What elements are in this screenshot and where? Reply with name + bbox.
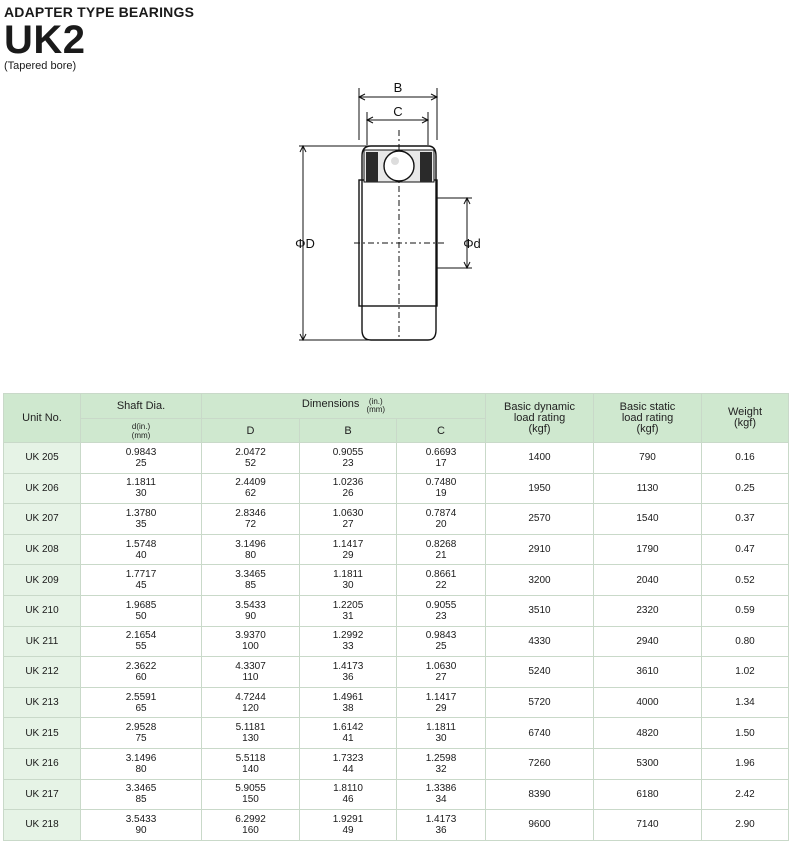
value-inch: 2.8346: [235, 507, 266, 519]
ball-and-seal-assembly: [364, 150, 434, 182]
dimension-C-cell: [397, 534, 486, 565]
dimension-D-cell: [202, 810, 300, 841]
static-load-cell: 5300: [594, 748, 702, 779]
dynamic-load-cell: 5720: [486, 687, 594, 718]
header-unit-no: Unit No.: [4, 394, 81, 443]
table-row: [4, 657, 789, 688]
dimension-B-cell: [300, 534, 397, 565]
value-inch: 3.5433: [125, 813, 157, 825]
shaft-dia-cell: [81, 473, 202, 504]
bearing-cross-section-diagram: [280, 80, 520, 350]
value-inch: 0.7874: [425, 507, 457, 519]
dimension-B-cell: [300, 810, 397, 841]
static-load-cell: 1790: [594, 534, 702, 565]
shaft-dia-cell: [81, 810, 202, 841]
static-load-cell: 3610: [594, 657, 702, 688]
weight-cell: 2.90: [702, 810, 789, 841]
value-inch: 1.1811: [126, 477, 156, 489]
value-mm: 110: [242, 671, 259, 683]
shaft-dia-cell: [81, 718, 202, 749]
shaft-dia-cell: [81, 779, 202, 810]
dimension-D-cell: [202, 748, 300, 779]
value-inch: 1.0236: [332, 477, 364, 489]
value-mm: 36: [342, 671, 354, 683]
value-inch: 2.1654: [125, 630, 157, 642]
table-row: [4, 779, 789, 810]
value-inch: 0.9055: [332, 446, 364, 458]
dimension-C-cell: [397, 595, 486, 626]
table-row: [4, 810, 789, 841]
value-inch: 1.3780: [125, 507, 157, 519]
value-mm: 19: [435, 488, 447, 500]
value-mm: 140: [242, 763, 259, 775]
value-inch: 1.7717: [125, 569, 157, 581]
value-inch: 1.9291: [332, 813, 364, 825]
unit-no-cell: UK 216: [4, 748, 81, 779]
dimension-D-cell: [202, 687, 300, 718]
shaft-dia-cell: [81, 657, 202, 688]
static-load-cell: 2040: [594, 565, 702, 596]
dimension-C-cell: [397, 657, 486, 688]
static-load-cell: 1130: [594, 473, 702, 504]
value-mm: 160: [242, 824, 259, 836]
value-mm: 65: [135, 702, 147, 714]
value-inch: 3.1496: [125, 752, 157, 764]
value-mm: 34: [435, 794, 447, 806]
value-mm: 27: [342, 518, 354, 530]
value-inch: 2.4409: [235, 477, 266, 489]
unit-no-cell: UK 209: [4, 565, 81, 596]
dimension-D-cell: [202, 443, 300, 474]
value-inch: 4.3307: [235, 660, 266, 672]
header-dynamic-load: Basic dynamic load rating (kgf): [486, 394, 594, 443]
value-inch: 6.2992: [235, 813, 266, 825]
value-inch: 1.0630: [332, 507, 364, 519]
dimension-D-cell: [202, 473, 300, 504]
dimension-D-cell: [202, 779, 300, 810]
unit-no-cell: UK 211: [4, 626, 81, 657]
value-inch: 4.7244: [235, 691, 266, 703]
value-mm: 23: [435, 610, 447, 622]
weight-cell: 0.52: [702, 565, 789, 596]
value-mm: 30: [435, 733, 447, 745]
weight-cell: 0.37: [702, 504, 789, 535]
seal-right: [420, 152, 432, 182]
dimension-D-cell: [202, 626, 300, 657]
dimension-D-cell: [202, 595, 300, 626]
value-mm: 120: [242, 702, 259, 714]
ball: [384, 151, 414, 181]
value-mm: 40: [135, 549, 147, 561]
label-outer-diameter: ΦD: [295, 236, 315, 251]
value-inch: 2.0472: [235, 446, 266, 458]
value-mm: 130: [242, 733, 259, 745]
value-mm: 26: [342, 488, 354, 500]
static-load-cell: 4820: [594, 718, 702, 749]
weight-cell: 2.42: [702, 779, 789, 810]
dimensions-unit-in: (in.): [368, 397, 383, 406]
bore-type-subtitle: (Tapered bore): [4, 60, 77, 72]
dynamic-load-cell: 6740: [486, 718, 594, 749]
value-inch: 1.4173: [425, 813, 457, 825]
unit-no-cell: UK 208: [4, 534, 81, 565]
shaft-dia-cell: [81, 534, 202, 565]
value-mm: 62: [244, 488, 257, 500]
dimension-C-cell: [397, 565, 486, 596]
header-D: D: [202, 419, 300, 443]
value-inch: 1.5748: [125, 538, 157, 550]
value-inch: 5.1181: [235, 722, 266, 734]
value-inch: 1.1417: [332, 538, 364, 550]
value-inch: 1.6142: [332, 722, 364, 734]
dimension-B-cell: [300, 718, 397, 749]
value-inch: 1.4173: [332, 660, 364, 672]
unit-no-cell: UK 210: [4, 595, 81, 626]
dimension-B-cell: [300, 748, 397, 779]
dynamic-load-cell: 5240: [486, 657, 594, 688]
value-mm: 22: [435, 580, 447, 592]
value-inch: 2.5591: [125, 691, 157, 703]
dimension-B-cell: [300, 595, 397, 626]
unit-no-cell: UK 213: [4, 687, 81, 718]
dimension-B-cell: [300, 443, 397, 474]
header-dimensions: Dimensions (in.) (mm): [202, 394, 486, 419]
value-inch: 0.6693: [425, 446, 457, 458]
shaft-dia-cell: [81, 687, 202, 718]
header-shaft-sub: d(in.) (mm): [81, 419, 202, 443]
dimension-C-cell: [397, 748, 486, 779]
header-static-load: Basic static load rating (kgf): [594, 394, 702, 443]
value-mm: 32: [435, 763, 447, 775]
dimension-C-cell: [397, 718, 486, 749]
value-mm: 38: [342, 702, 354, 714]
dimensions-unit-mm: (mm): [366, 405, 386, 414]
header-weight: Weight (kgf): [702, 394, 789, 443]
value-inch: 2.9528: [125, 722, 157, 734]
value-mm: 27: [435, 671, 447, 683]
value-mm: 21: [435, 549, 447, 561]
dimension-B-cell: [300, 626, 397, 657]
table-row: [4, 687, 789, 718]
dimension-D-cell: [202, 504, 300, 535]
value-mm: 33: [342, 641, 354, 653]
shaft-dia-cell: [81, 565, 202, 596]
unit-no-cell: UK 207: [4, 504, 81, 535]
shaft-dia-cell: [81, 748, 202, 779]
value-mm: 100: [242, 641, 259, 653]
dimension-B-cell: [300, 473, 397, 504]
weight-cell: 0.16: [702, 443, 789, 474]
weight-cell: 1.34: [702, 687, 789, 718]
dimension-D-cell: [202, 565, 300, 596]
value-inch: 1.1417: [425, 691, 457, 703]
value-inch: 0.8661: [425, 569, 457, 581]
value-inch: 3.1496: [235, 538, 266, 550]
static-load-cell: 2320: [594, 595, 702, 626]
dimension-C-cell: [397, 504, 486, 535]
dynamic-load-cell: 3510: [486, 595, 594, 626]
value-inch: 0.8268: [425, 538, 457, 550]
dimension-D-cell: [202, 657, 300, 688]
specification-table: [3, 393, 789, 841]
table-row: [4, 473, 789, 504]
label-bore-diameter: Φd: [463, 236, 481, 251]
value-inch: 1.9685: [125, 599, 157, 611]
dynamic-load-cell: 8390: [486, 779, 594, 810]
static-load-cell: 1540: [594, 504, 702, 535]
dimension-B-cell: [300, 779, 397, 810]
header-C: C: [397, 419, 486, 443]
dimension-B-cell: [300, 657, 397, 688]
dynamic-load-cell: 4330: [486, 626, 594, 657]
table-row: [4, 565, 789, 596]
value-mm: 44: [342, 763, 354, 775]
weight-cell: 0.59: [702, 595, 789, 626]
table-row: [4, 443, 789, 474]
dynamic-load-cell: 1950: [486, 473, 594, 504]
dimension-C-cell: [397, 810, 486, 841]
unit-no-cell: UK 215: [4, 718, 81, 749]
static-load-cell: 6180: [594, 779, 702, 810]
value-inch: 1.1811: [426, 722, 456, 734]
static-load-cell: 4000: [594, 687, 702, 718]
shaft-dia-cell: [81, 626, 202, 657]
label-b: B: [393, 80, 403, 95]
value-inch: 1.1811: [333, 569, 363, 581]
value-inch: 1.2598: [425, 752, 457, 764]
shaft-dia-cell: [81, 595, 202, 626]
value-mm: 23: [342, 457, 354, 469]
value-mm: 31: [342, 610, 354, 622]
dimension-B-cell: [300, 687, 397, 718]
value-mm: 150: [242, 794, 259, 806]
unit-no-cell: UK 206: [4, 473, 81, 504]
label-c: C: [393, 104, 403, 119]
value-mm: 85: [244, 580, 257, 592]
value-mm: 25: [435, 641, 447, 653]
header-shaft-dia: Shaft Dia.: [81, 394, 202, 419]
dimension-D-cell: [202, 534, 300, 565]
weight-cell: 1.50: [702, 718, 789, 749]
model-title: UK2: [4, 18, 86, 62]
value-mm: 25: [135, 457, 147, 469]
value-mm: 29: [342, 549, 354, 561]
unit-no-cell: UK 217: [4, 779, 81, 810]
value-inch: 3.9370: [235, 630, 266, 642]
dimension-B-cell: [300, 565, 397, 596]
value-mm: 60: [135, 671, 147, 683]
weight-cell: 0.25: [702, 473, 789, 504]
dynamic-load-cell: 7260: [486, 748, 594, 779]
category-title: ADAPTER TYPE BEARINGS: [4, 4, 195, 20]
value-inch: 0.9843: [425, 630, 457, 642]
value-mm: 46: [342, 794, 354, 806]
value-mm: 17: [435, 457, 447, 469]
value-mm: 90: [135, 824, 147, 836]
header-B: B: [300, 419, 397, 443]
value-inch: 0.9843: [125, 446, 157, 458]
value-inch: 1.8110: [333, 783, 363, 795]
weight-cell: 0.80: [702, 626, 789, 657]
dynamic-load-cell: 2570: [486, 504, 594, 535]
value-inch: 2.3622: [125, 660, 157, 672]
value-mm: 72: [244, 518, 257, 530]
value-inch: 3.3465: [125, 783, 157, 795]
dynamic-load-cell: 3200: [486, 565, 594, 596]
weight-cell: 1.02: [702, 657, 789, 688]
dynamic-load-cell: 9600: [486, 810, 594, 841]
value-inch: 1.2992: [332, 630, 364, 642]
dynamic-load-cell: 1400: [486, 443, 594, 474]
shaft-dia-cell: [81, 504, 202, 535]
value-inch: 1.7323: [332, 752, 364, 764]
value-mm: 80: [244, 549, 257, 561]
dynamic-load-cell: 2910: [486, 534, 594, 565]
dimension-C-cell: [397, 687, 486, 718]
dimension-C-cell: [397, 443, 486, 474]
static-load-cell: 790: [594, 443, 702, 474]
dimension-D-cell: [202, 718, 300, 749]
value-mm: 50: [135, 610, 147, 622]
value-mm: 90: [244, 610, 257, 622]
value-mm: 29: [435, 702, 447, 714]
table-row: [4, 718, 789, 749]
value-mm: 30: [135, 488, 147, 500]
seal-left: [366, 152, 378, 182]
value-mm: 30: [342, 580, 354, 592]
value-mm: 49: [342, 824, 354, 836]
value-inch: 1.2205: [332, 599, 364, 611]
dimension-C-cell: [397, 473, 486, 504]
shaft-dia-cell: [81, 443, 202, 474]
table-row: [4, 534, 789, 565]
value-inch: 5.5118: [235, 752, 266, 764]
value-inch: 0.9055: [425, 599, 457, 611]
unit-no-cell: UK 205: [4, 443, 81, 474]
dimension-C-cell: [397, 626, 486, 657]
value-inch: 0.7480: [425, 477, 457, 489]
value-mm: 80: [135, 763, 147, 775]
table-row: [4, 504, 789, 535]
page-header: [4, 4, 194, 72]
value-inch: 5.9055: [235, 783, 266, 795]
value-inch: 1.4961: [332, 691, 364, 703]
value-mm: 41: [342, 733, 354, 745]
value-mm: 35: [135, 518, 147, 530]
static-load-cell: 2940: [594, 626, 702, 657]
value-inch: 1.0630: [425, 660, 457, 672]
unit-no-cell: UK 218: [4, 810, 81, 841]
dimension-B-cell: [300, 504, 397, 535]
table-row: [4, 626, 789, 657]
static-load-cell: 7140: [594, 810, 702, 841]
value-mm: 52: [244, 457, 257, 469]
weight-cell: 0.47: [702, 534, 789, 565]
unit-no-cell: UK 212: [4, 657, 81, 688]
dimension-C-cell: [397, 779, 486, 810]
value-mm: 75: [135, 733, 147, 745]
value-mm: 36: [435, 824, 447, 836]
table-row: [4, 595, 789, 626]
value-mm: 45: [135, 580, 147, 592]
value-mm: 55: [135, 641, 147, 653]
value-inch: 3.5433: [235, 599, 266, 611]
table-row: [4, 748, 789, 779]
value-mm: 85: [135, 794, 147, 806]
value-inch: 3.3465: [235, 569, 266, 581]
weight-cell: 1.96: [702, 748, 789, 779]
value-mm: 20: [435, 518, 447, 530]
ball-highlight: [391, 157, 399, 165]
value-inch: 1.3386: [425, 783, 457, 795]
